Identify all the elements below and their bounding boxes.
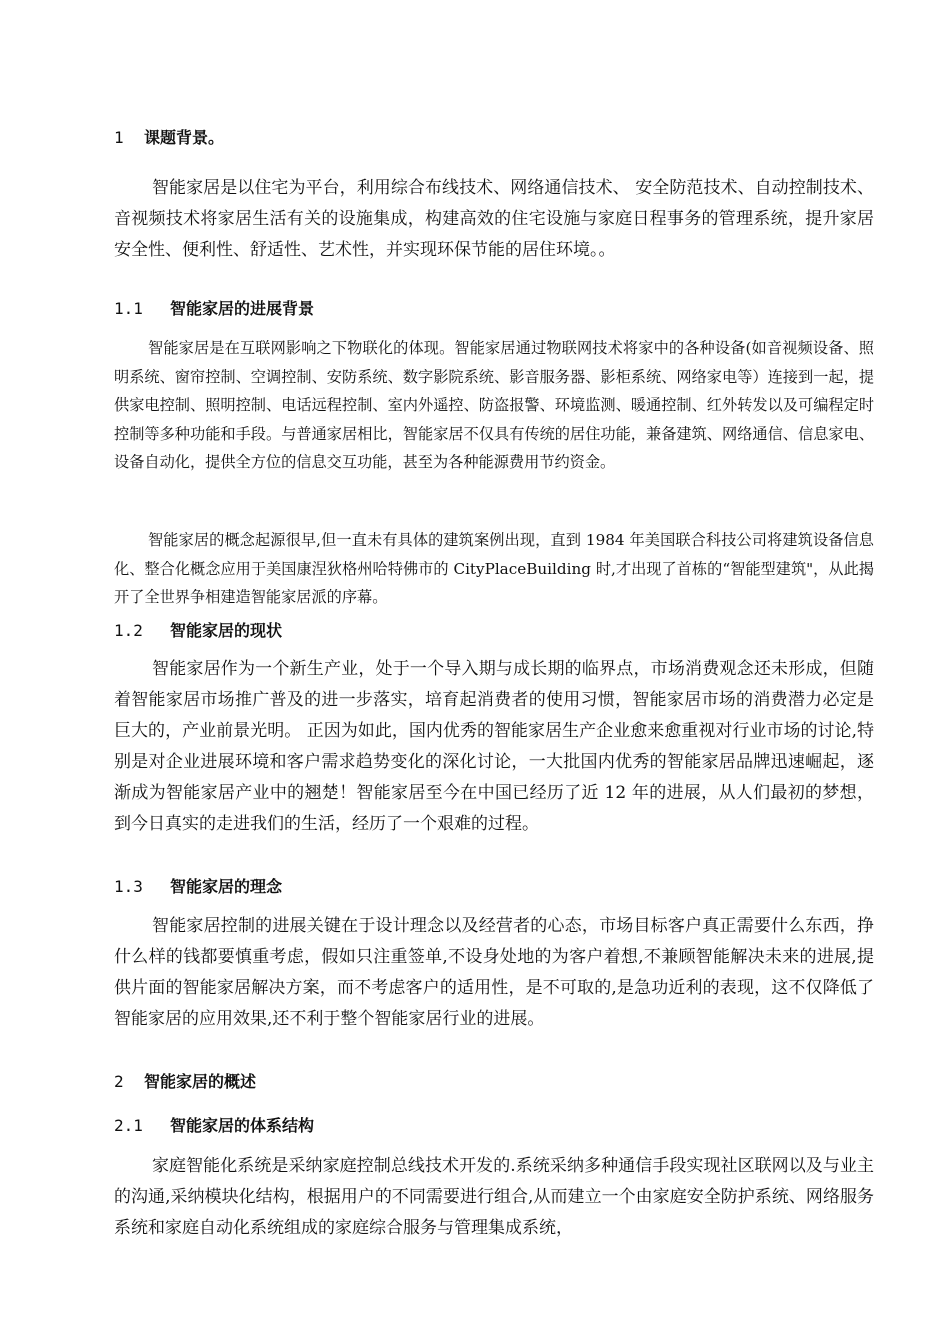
section-heading-1-2: [114, 618, 874, 644]
paragraph: 智能家居作为一个新生产业，处于一个导入期与成长期的临界点，市场消费观念还未形成，但随着智能家居市场推广普及的进一步落实，培育起消费者的使用习惯，智能家居市场的消费潜力必定是巨大的，产业前景光明。 正因为如此，国内优秀的智能家居生产企业愈来愈重视对行业市场的讨论,特别是对企业进展环境和客户需求趋势变化的深化讨论，一大批国内优秀的智能家居品牌迅速崛起，逐渐成为智能家居产业中的翘楚！智能家居至今在中国已经历了近 12 年的进展，从人们最初的梦想，到今日真实的走进我们的生活，经历了一个艰难的过程。: [114, 659, 874, 834]
section-title: 课题背景。: [144, 128, 225, 147]
section-heading-1-1: [114, 296, 874, 322]
section-heading-1: [114, 125, 874, 151]
paragraph: 家庭智能化系统是采纳家庭控制总线技术开发的.系统采纳多种通信手段实现社区联网以及与业主的沟通,采纳模块化结构，根据用户的不同需要进行组合,从而建立一个由家庭安全防护系统、网络服务系统和家庭自动化系统组成的家庭综合服务与管理集成系统，: [114, 1156, 874, 1238]
paragraph: 智能家居是在互联网影响之下物联化的体现。智能家居通过物联网技术将家中的各种设备(如音视频设备、照明系统、窗帘控制、空调控制、安防系统、数字影院系统、影音服务器、影柜系统、网络家电等）连接到一起，提供家电控制、照明控制、电话远程控制、室内外遥控、防盗报警、环境监测、暖通控制、红外转发以及可编程定时控制等多种功能和手段。与普通家居相比，智能家居不仅具有传统的居住功能，兼备建筑、网络通信、信息家电、设备自动化，提供全方位的信息交互功能，甚至为各种能源费用节约资金。: [114, 339, 874, 471]
section-title: 智能家居的体系结构: [170, 1116, 315, 1135]
section-heading-2-1: [114, 1113, 874, 1139]
paragraph: 智能家居的概念起源很早,但一直未有具体的建筑案例出现，直到 1984 年美国联合科技公司将建筑设备信息化、整合化概念应用于美国康涅狄格州哈特佛市的 CityPlaceBuilding 时,才出现了首栋的“智能型建筑"，从此揭开了全世界争相建造智能家居派的序幕。: [114, 531, 874, 606]
section-number: 2.1: [114, 1116, 143, 1135]
section-title: 智能家居的进展背景: [170, 299, 315, 318]
section-number: 1.1: [114, 299, 143, 318]
section-number: 1: [114, 128, 124, 147]
section-title: 智能家居的理念: [170, 877, 283, 896]
section-heading-2: [114, 1069, 874, 1095]
section-number: 1.3: [114, 877, 143, 896]
section-number: 2: [114, 1072, 124, 1091]
section-number: 1.2: [114, 621, 143, 640]
paragraph: 智能家居是以住宅为平台，利用综合布线技术、网络通信技术、 安全防范技术、自动控制技术、音视频技术将家居生活有关的设施集成，构建高效的住宅设施与家庭日程事务的管理系统，提升家居安全性、便利性、舒适性、艺术性，并实现环保节能的居住环境。。: [114, 178, 874, 260]
section-title: 智能家居的现状: [170, 621, 283, 640]
section-title: 智能家居的概述: [144, 1072, 257, 1091]
paragraph: 智能家居控制的进展关键在于设计理念以及经营者的心态，市场目标客户真正需要什么东西，挣什么样的钱都要慎重考虑，假如只注重签单,不设身处地的为客户着想,不兼顾智能解决未来的进展,提供片面的智能家居解决方案，而不考虑客户的适用性，是不可取的,是急功近利的表现，这不仅降低了智能家居的应用效果,还不利于整个智能家居行业的进展。: [114, 916, 874, 1029]
section-heading-1-3: [114, 874, 874, 900]
